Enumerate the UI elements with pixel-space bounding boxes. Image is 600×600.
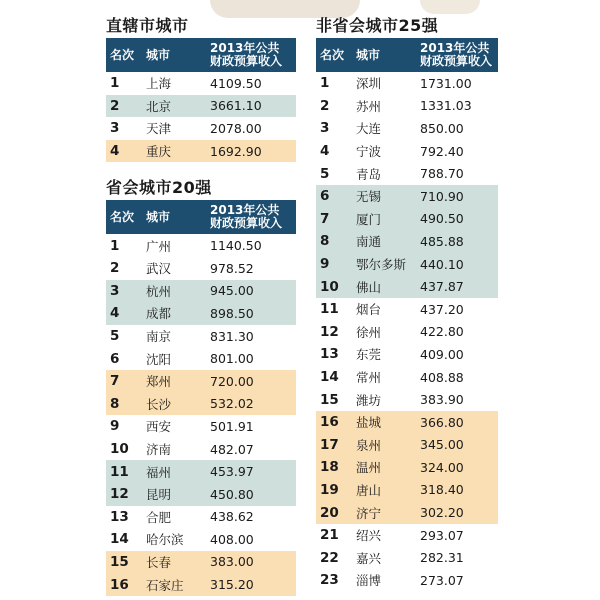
city-header: 城市	[146, 200, 210, 234]
rank-cell: 1	[320, 75, 330, 92]
rank-cell: 14	[110, 531, 129, 548]
rank-cell: 8	[316, 230, 356, 253]
revenue-cell: 324.00	[420, 456, 498, 479]
revenue-cell: 438.62	[210, 509, 254, 525]
city-cell: 淄博	[356, 573, 382, 589]
revenue-cell: 1331.03	[420, 98, 472, 114]
table-row	[316, 72, 498, 95]
revenue-header	[210, 200, 296, 234]
table-row	[316, 388, 498, 411]
rank-cell: 20	[316, 501, 356, 524]
city-cell: 苏州	[356, 98, 382, 114]
revenue-cell: 4109.50	[210, 75, 262, 91]
rank-cell: 13	[110, 508, 129, 525]
rank-header: 名次	[106, 200, 146, 234]
city-cell: 无锡	[356, 185, 420, 208]
table-row	[106, 72, 296, 95]
city-cell: 嘉兴	[356, 550, 382, 566]
revenue-cell: 2078.00	[210, 120, 262, 136]
municipalities-table	[106, 38, 296, 162]
table-row	[106, 573, 296, 596]
revenue-cell: 788.70	[420, 166, 464, 182]
rank-cell: 6	[110, 350, 120, 367]
city-cell: 烟台	[356, 302, 382, 318]
city-cell: 潍坊	[356, 392, 382, 408]
table-row	[316, 479, 498, 502]
revenue-cell: 831.30	[210, 328, 254, 344]
city-cell: 合肥	[146, 509, 172, 525]
rank-cell: 15	[106, 551, 146, 574]
city-cell: 北京	[146, 95, 210, 118]
table-row	[106, 551, 296, 574]
revenue-header-line1: 2013年公共	[210, 41, 280, 55]
city-header: 城市	[356, 38, 420, 72]
rank-cell: 23	[320, 572, 339, 589]
city-cell: 昆明	[146, 483, 210, 506]
rank-cell: 21	[320, 527, 339, 544]
rank-cell: 7	[106, 370, 146, 393]
table-row	[316, 321, 498, 344]
city-cell: 泉州	[356, 434, 420, 457]
city-cell: 盐城	[356, 411, 420, 434]
table-row	[316, 434, 498, 457]
revenue-cell: 792.40	[420, 143, 464, 159]
revenue-cell: 408.88	[420, 369, 464, 385]
revenue-cell: 945.00	[210, 280, 296, 303]
table-row	[316, 366, 498, 389]
rank-cell: 16	[106, 573, 146, 596]
table-row	[106, 506, 296, 529]
city-cell: 鄂尔多斯	[356, 253, 420, 276]
table-row	[106, 460, 296, 483]
table-row	[106, 234, 296, 257]
city-cell: 大连	[356, 121, 382, 137]
rank-cell: 4	[106, 302, 146, 325]
rank-cell: 12	[320, 323, 339, 340]
rank-cell: 4	[106, 140, 146, 163]
city-cell: 绍兴	[356, 528, 382, 544]
table-row	[106, 528, 296, 551]
table-row	[106, 257, 296, 280]
city-cell: 长沙	[146, 393, 210, 416]
revenue-header-line1: 2013年公共	[210, 203, 280, 218]
rank-cell: 9	[316, 253, 356, 276]
rank-cell: 14	[320, 369, 339, 386]
city-header: 城市	[146, 38, 210, 72]
revenue-cell: 532.02	[210, 393, 296, 416]
revenue-cell: 978.52	[210, 260, 254, 276]
revenue-cell: 1692.90	[210, 140, 296, 163]
rank-cell: 3	[110, 120, 120, 137]
rank-cell: 11	[106, 460, 146, 483]
table-row	[316, 275, 498, 298]
rank-cell: 6	[316, 185, 356, 208]
rank-cell: 10	[110, 441, 129, 458]
city-cell: 天津	[146, 121, 172, 137]
rank-cell: 16	[316, 411, 356, 434]
non-capital-title: 非省会城市25强	[316, 16, 439, 35]
rank-cell: 18	[316, 456, 356, 479]
table-row	[106, 483, 296, 506]
revenue-cell: 720.00	[210, 370, 296, 393]
rank-cell: 3	[320, 120, 330, 137]
table-row	[316, 208, 498, 231]
table-row	[106, 95, 296, 118]
non-capital-table	[316, 38, 498, 592]
table-row	[316, 117, 498, 140]
table-row	[106, 393, 296, 416]
table-row	[106, 415, 296, 438]
table-row	[106, 370, 296, 393]
city-cell: 深圳	[356, 76, 382, 92]
city-cell: 青岛	[356, 166, 382, 182]
city-cell: 成都	[146, 302, 210, 325]
city-cell: 常州	[356, 370, 382, 386]
revenue-header	[420, 38, 498, 72]
table-row	[316, 95, 498, 118]
table-row	[316, 230, 498, 253]
city-cell: 厦门	[356, 208, 420, 231]
revenue-cell: 345.00	[420, 434, 498, 457]
table-row	[106, 325, 296, 348]
revenue-cell: 437.87	[420, 275, 498, 298]
table-row	[316, 569, 498, 592]
table-row	[316, 546, 498, 569]
revenue-cell: 1140.50	[210, 238, 262, 254]
table-row	[316, 343, 498, 366]
city-cell: 南通	[356, 230, 420, 253]
table-row	[316, 185, 498, 208]
city-cell: 济宁	[356, 501, 420, 524]
city-cell: 石家庄	[146, 573, 210, 596]
revenue-cell: 293.07	[420, 527, 464, 543]
revenue-cell: 318.40	[420, 479, 498, 502]
table-row	[316, 501, 498, 524]
table-row	[106, 438, 296, 461]
rank-cell: 8	[106, 393, 146, 416]
city-cell: 福州	[146, 460, 210, 483]
rank-cell: 11	[320, 301, 339, 318]
rank-cell: 3	[106, 280, 146, 303]
revenue-header-line2: 财政预算收入	[420, 54, 493, 68]
table-row	[316, 524, 498, 547]
city-cell: 哈尔滨	[146, 532, 184, 548]
revenue-cell: 409.00	[420, 346, 464, 362]
city-cell: 东莞	[356, 347, 382, 363]
revenue-cell: 3661.10	[210, 95, 296, 118]
rank-cell: 5	[110, 328, 120, 345]
rank-header: 名次	[316, 38, 356, 72]
rank-cell: 12	[106, 483, 146, 506]
city-cell: 西安	[146, 419, 172, 435]
revenue-cell: 482.07	[210, 441, 254, 457]
city-cell: 郑州	[146, 370, 210, 393]
table-row	[106, 280, 296, 303]
rank-cell: 2	[320, 97, 330, 114]
rank-cell: 1	[110, 75, 120, 92]
rank-cell: 17	[316, 434, 356, 457]
revenue-cell: 898.50	[210, 302, 296, 325]
rank-cell: 4	[320, 143, 330, 160]
rank-cell: 2	[110, 260, 120, 277]
table-row	[316, 411, 498, 434]
revenue-cell: 437.20	[420, 301, 464, 317]
revenue-cell: 801.00	[210, 351, 254, 367]
revenue-cell: 440.10	[420, 253, 498, 276]
table-header	[316, 38, 498, 72]
revenue-cell: 453.97	[210, 460, 296, 483]
municipalities-title: 直辖市城市	[106, 16, 189, 35]
city-cell: 上海	[146, 76, 172, 92]
city-cell: 长春	[146, 551, 210, 574]
revenue-header-line2: 财政预算收入	[210, 216, 283, 231]
revenue-cell: 850.00	[420, 120, 464, 136]
revenue-cell: 485.88	[420, 230, 498, 253]
revenue-header-line1: 2013年公共	[420, 41, 490, 55]
revenue-cell: 1731.00	[420, 75, 472, 91]
table-row	[106, 302, 296, 325]
revenue-cell: 450.80	[210, 483, 296, 506]
city-cell: 广州	[146, 238, 172, 254]
rank-cell: 2	[106, 95, 146, 118]
city-cell: 武汉	[146, 261, 172, 277]
provincial-capitals-table	[106, 200, 296, 596]
table-row	[106, 117, 296, 140]
city-cell: 温州	[356, 456, 420, 479]
table-row	[316, 456, 498, 479]
rank-cell: 1	[110, 237, 120, 254]
city-cell: 佛山	[356, 275, 420, 298]
left-column	[106, 14, 296, 596]
right-column	[316, 14, 498, 592]
table-row	[316, 140, 498, 163]
table-row	[316, 253, 498, 276]
city-cell: 唐山	[356, 479, 420, 502]
rank-cell: 19	[316, 479, 356, 502]
revenue-cell: 273.07	[420, 572, 464, 588]
revenue-header-line2: 财政预算收入	[210, 54, 283, 68]
revenue-cell: 490.50	[420, 208, 498, 231]
rank-cell: 13	[320, 346, 339, 363]
table-row	[106, 140, 296, 163]
revenue-cell: 366.80	[420, 411, 498, 434]
rank-cell: 22	[320, 549, 339, 566]
revenue-cell: 422.80	[420, 324, 464, 340]
rank-cell: 15	[320, 391, 339, 408]
rank-header: 名次	[106, 38, 146, 72]
revenue-cell: 710.90	[420, 185, 498, 208]
rank-cell: 7	[316, 208, 356, 231]
background-decoration	[420, 0, 480, 14]
revenue-cell: 408.00	[210, 531, 254, 547]
revenue-cell: 383.90	[420, 392, 464, 408]
rank-cell: 9	[110, 418, 120, 435]
rank-cell: 10	[316, 275, 356, 298]
city-cell: 重庆	[146, 140, 210, 163]
revenue-cell: 302.20	[420, 501, 498, 524]
table-row	[316, 298, 498, 321]
table-header	[106, 200, 296, 234]
revenue-cell: 282.31	[420, 550, 464, 566]
revenue-cell: 315.20	[210, 573, 296, 596]
table-header	[106, 38, 296, 72]
city-cell: 宁波	[356, 144, 382, 160]
table-row	[106, 347, 296, 370]
revenue-cell: 501.91	[210, 418, 254, 434]
revenue-cell: 383.00	[210, 551, 296, 574]
revenue-header	[210, 38, 296, 72]
city-cell: 杭州	[146, 280, 210, 303]
rank-cell: 5	[320, 165, 330, 182]
table-row	[316, 162, 498, 185]
provincial-capitals-title: 省会城市20强	[106, 178, 212, 198]
city-cell: 济南	[146, 442, 172, 458]
city-cell: 沈阳	[146, 351, 172, 367]
city-cell: 南京	[146, 329, 172, 345]
city-cell: 徐州	[356, 324, 382, 340]
